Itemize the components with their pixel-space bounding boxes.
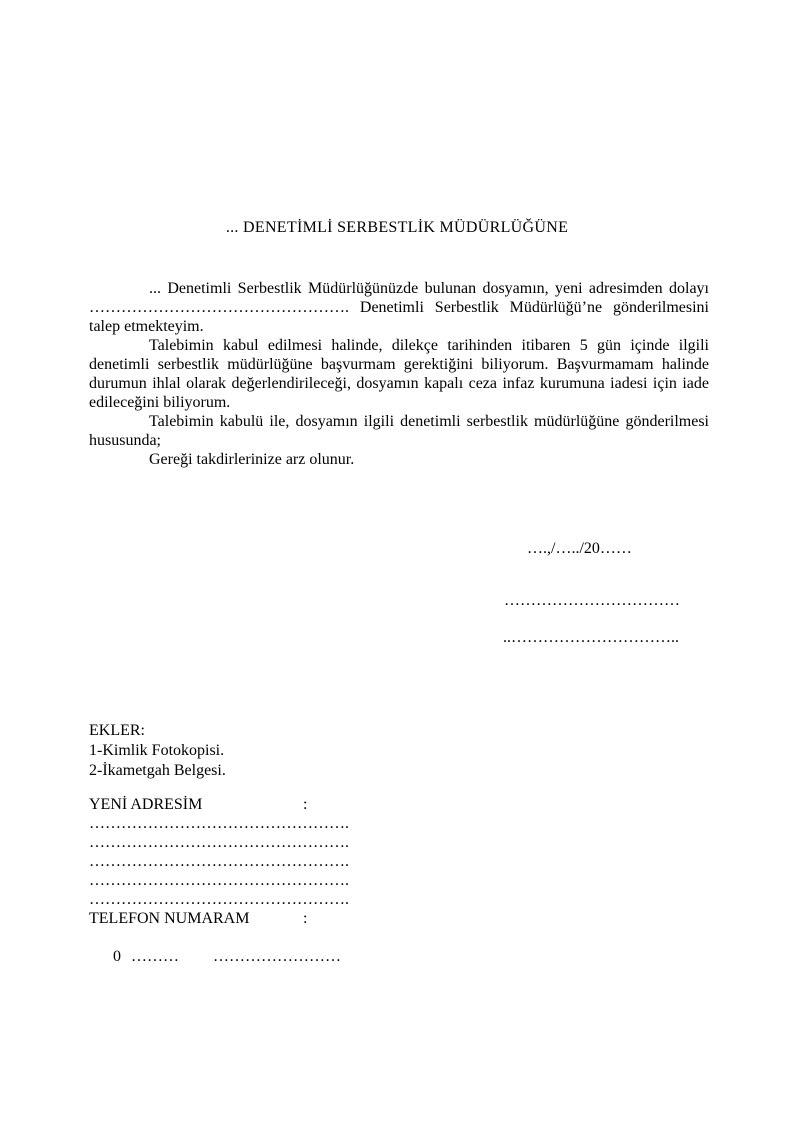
new-address-colon: :	[303, 796, 308, 813]
date-placeholder-field: ….,/…../20……	[527, 540, 632, 557]
phone-blank-line	[89, 928, 349, 985]
attachments-section	[89, 721, 226, 781]
phone-colon: :	[303, 910, 308, 927]
phone-dots-first: ………	[131, 948, 179, 965]
address-blank-line: ………………………………………….	[89, 834, 349, 851]
phone-prefix: 0	[113, 948, 121, 965]
address-blank-line: ………………………………………….	[89, 891, 349, 908]
contact-info-section	[89, 795, 349, 985]
address-blank-line: ………………………………………….	[89, 815, 349, 832]
signature-blank-line: ..…………………………..	[503, 629, 679, 646]
paragraph-acknowledgement: Talebimin kabul edilmesi halinde, dilekçe tarihinden itibaren 5 gün içinde ilgili denetimli serbestlik müdürlüğüne başvurmam gerektiğini biliyorum. Başvurmamam halinde durumun ihlal olarak değerlendirileceği, dosyamın kapalı ceza infaz kurumuna iadesi için iade edileceğini biliyorum.	[89, 337, 709, 411]
document-title: ... DENETİMLİ SERBESTLİK MÜDÜRLÜĞÜNE	[225, 219, 569, 236]
document-body	[89, 279, 709, 469]
attachment-item-id-copy: 1-Kimlik Fotokopisi.	[89, 742, 225, 759]
paragraph-transfer-request: ... Denetimli Serbestlik Müdürlüğünüzde bulunan dosyamın, yeni adresimden dolayı …………………………………………. Denetimli Serbestlik Müdürlüğü’ne gönderilmesini talep etmekteyim.	[89, 280, 709, 335]
attachment-item-residence-certificate: 2-İkametgah Belgesi.	[89, 762, 226, 779]
phone-dots-second: ……………………	[213, 948, 341, 965]
paragraph-conclusion: Talebimin kabulü ile, dosyamın ilgili denetimli serbestlik müdürlüğüne gönderilmesi hususunda;	[89, 413, 709, 449]
phone-label: TELEFON NUMARAM	[89, 910, 250, 927]
address-blank-line: ………………………………………….	[89, 853, 349, 870]
attachments-heading: EKLER:	[89, 722, 145, 739]
signature-name-blank-line: ……………………………	[504, 592, 680, 609]
new-address-label: YENİ ADRESİM	[89, 796, 203, 813]
closing-statement: Gereği takdirlerinize arz olunur.	[149, 451, 355, 468]
phone-label-row	[89, 909, 349, 928]
address-blank-line: ………………………………………….	[89, 872, 349, 889]
new-address-label-row	[89, 795, 349, 814]
